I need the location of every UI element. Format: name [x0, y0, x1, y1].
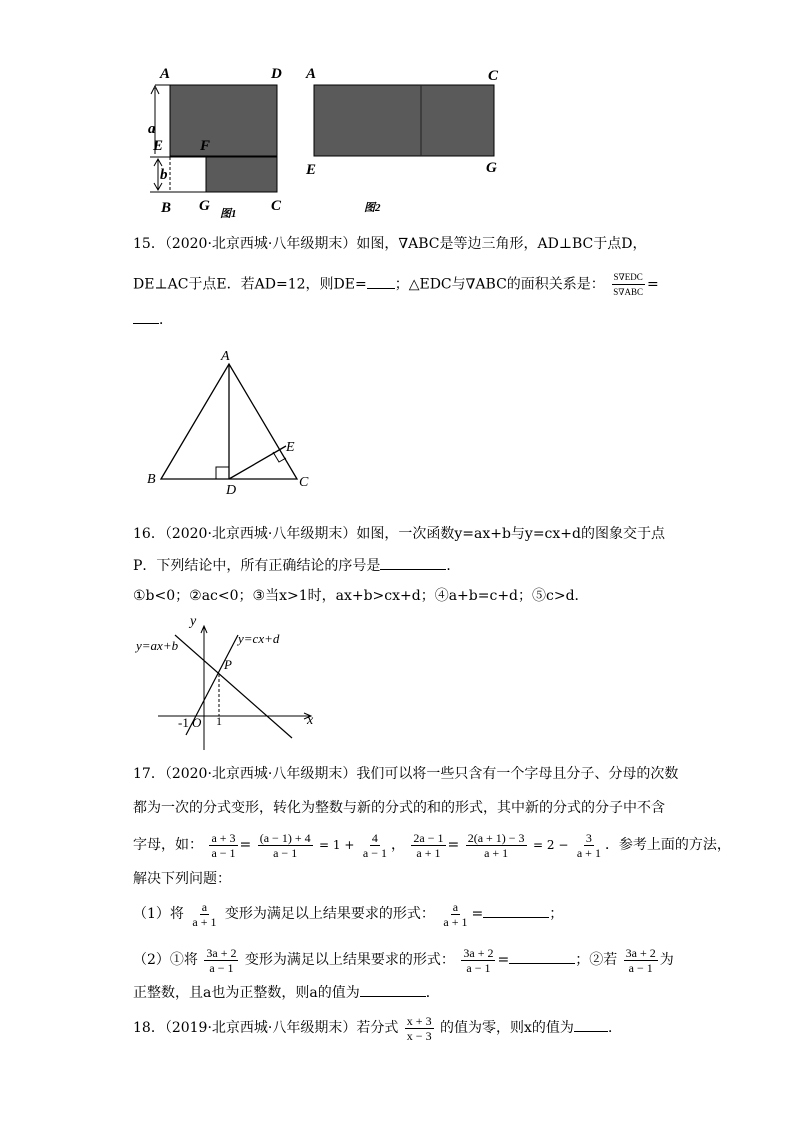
q15-label-D: D	[226, 483, 237, 498]
q16-label-O: O	[192, 715, 202, 730]
q16-line3: ①b<0；②ac<0；③当x>1时，ax+b>cx+d；④a+b=c+d；⑤c>d．	[133, 588, 589, 604]
fig1-label-C: C	[271, 198, 282, 214]
q16-graph	[130, 615, 330, 755]
q16-label-x: x	[307, 713, 314, 728]
q18-blank[interactable]	[574, 1017, 608, 1032]
q18-line: 18．（2019·北京西城·八年级期末）若分式 $\frac{x + 3}{x - 3}$ 的值为零，则x的值为 ．	[133, 1013, 622, 1043]
q15-blank-de[interactable]	[367, 274, 395, 289]
q15-line3: ．	[133, 309, 173, 330]
q15-label-B: B	[147, 472, 156, 487]
q15-line2a: DE⊥AC于点E．若AD=12，则DE=	[133, 276, 367, 293]
q17-line4: 解决下列问题：	[133, 871, 231, 887]
q16-label-y: y	[190, 614, 197, 629]
fig1-small-rect	[206, 157, 277, 192]
q16-line1: 16．（2020·北京西城·八年级期末）如图，一次函数y=ax+b与y=cx+d的图象交于点	[133, 526, 665, 542]
q16-label-line1: y=ax+b	[136, 638, 179, 653]
fig1-label-b: b	[160, 167, 168, 183]
q15-line2: DE⊥AC于点E．若AD=12，则DE= ；△EDC与∇ABC的面积关系是： $\frac{\text{S∇EDC}}{\text{S∇ABC}}$ =	[133, 272, 659, 297]
q17-part1: （1）将 $\frac{a}{a + 1}$ 变形为满足以上结果要求的形式： $\frac{a}{a + 1}$ = ；	[133, 899, 564, 929]
q15-triangle-figure	[140, 350, 320, 500]
q15-blank-ratio[interactable]	[133, 309, 159, 324]
q15-area-fraction: $\frac{\text{S∇EDC}}{\text{S∇ABC}}$	[613, 272, 644, 297]
q15-label-C: C	[299, 475, 309, 490]
q17-line1: 17．（2020·北京西城·八年级期末）我们可以将一些只含有一个字母且分子、分母的次数	[133, 766, 679, 782]
fig2-label-G: G	[486, 160, 497, 176]
q16-line2: P．下列结论中，所有正确结论的序号是 ．	[133, 555, 460, 576]
fig1-caption: 图1	[220, 208, 237, 220]
fig2-rect	[314, 85, 494, 156]
fig2-label-A: A	[306, 66, 317, 82]
top-figures	[130, 62, 530, 222]
q15-line1: 15．（2020·北京西城·八年级期末）如图，∇ABC是等边三角形，AD⊥BC于点D，	[133, 236, 647, 252]
q17-blank-2[interactable]	[509, 949, 575, 964]
q15-line2b: ；△EDC与∇ABC的面积关系是：	[394, 276, 605, 293]
q16-label-P: P	[224, 657, 232, 672]
fig1-label-F: F	[200, 138, 211, 154]
fig1-label-B: B	[161, 200, 172, 216]
q15-label-A: A	[221, 349, 230, 364]
fig1-label-D: D	[271, 66, 282, 82]
fig2-label-E: E	[306, 162, 317, 178]
q17-line3: 字母，如： $\frac{a + 3}{a - 1}$ = $\frac{(a - 1) + 4}{a - 1}$ = 1 + $\frac{4}{a - 1}$ ， $\frac{2a - 1}{a + 1}$ = $\frac{2(a + 1) - 3}{a + 1}$ = 2 − $\frac{3}{a + 1}$ ．参考上面的方法，	[133, 830, 731, 860]
fig1-large-rect	[170, 85, 277, 156]
fig2-caption: 图2	[364, 202, 381, 214]
fig1-label-A: A	[160, 66, 171, 82]
fig2-label-C: C	[488, 68, 499, 84]
q17-blank-1[interactable]	[483, 903, 549, 918]
q16-blank[interactable]	[380, 555, 446, 570]
q17-line2: 都为一次的分式变形，转化为整数与新的分式的和的形式，其中新的分式的分子中不含	[133, 800, 665, 816]
fig1-label-G: G	[199, 198, 210, 214]
q16-label-line2: y=cx+d	[238, 631, 280, 646]
q17-part3: 正整数，且a也为正整数，则a的值为 ．	[133, 982, 440, 1003]
q17-part2: （2）①将 $\frac{3a + 2}{a - 1}$ 变形为满足以上结果要求的形式： $\frac{3a + 2}{a - 1}$ = ；②若 $\frac{3a + 2}{a - 1}$ 为	[133, 945, 674, 975]
fig1-label-E: E	[153, 138, 164, 154]
q16-label-1: 1	[216, 714, 222, 728]
q15-label-E: E	[286, 440, 295, 455]
q16-label-neg1: -1	[178, 715, 189, 730]
fig1-label-a: a	[148, 121, 156, 137]
q17-blank-3[interactable]	[360, 982, 426, 997]
